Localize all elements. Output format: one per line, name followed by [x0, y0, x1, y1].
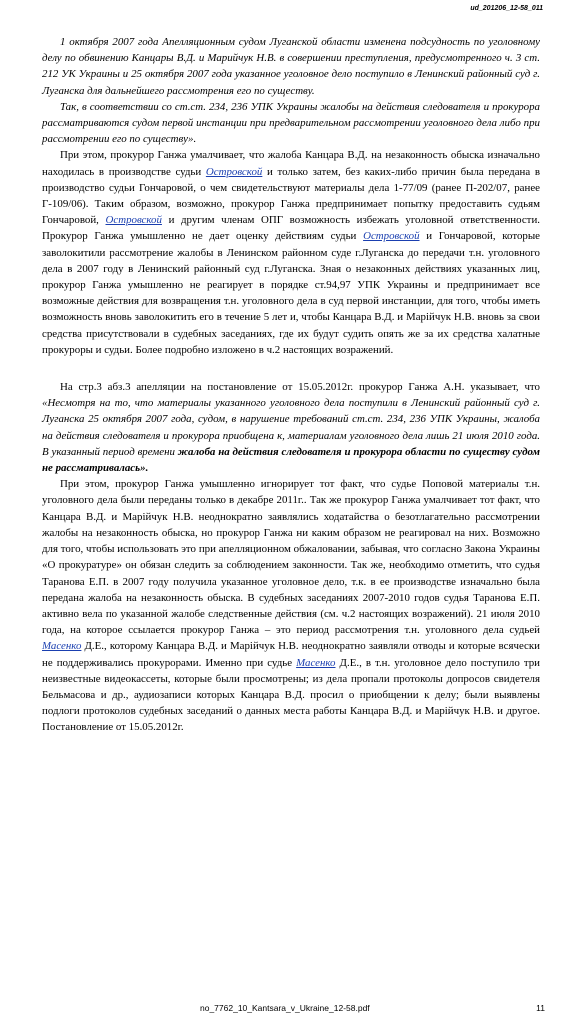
quoted-paragraph-1: 1 октября 2007 года Апелляционным судом Луганской области изменена подсудность по уголовному делу по обвинению Канцары В.Д. и Марийчук Н.В. в совершении преступления, предусмотренного ч. 3 ст. 212 УК Украины и 25 октября 2007 года указанное уголовное дело поступило в Ленинский районный суд г. Луганска для дальнейшего рассмотрения его по существу. — [42, 36, 540, 97]
quoted-paragraph-2: Так, в соответствии со ст.ст. 234, 236 УПК Украины жалобы на действия следователя и прокурора рассматриваются судом первой инстанции при предварительном рассмотрении уголовного дела либо при рассмотрении его по существу». — [42, 100, 540, 146]
page-body — [42, 34, 540, 736]
document-id: ud_201206_12-58_011 — [470, 5, 543, 12]
page-number: 11 — [536, 1003, 545, 1013]
paragraph-spacer — [42, 358, 540, 379]
paragraph-ganzha-silence: При этом, прокурор Ганжа умалчивает, что жалоба Канцара В.Д. на незаконность обыска изначально находилась в производстве судьи Островской и только затем, без каких-либо причин была передана в производство судьи Гончаровой, о чем свидетельствуют материалы дела 1-77/09 (ранее П-202/07, ранее Г-109/06). Таким образом, возможно, прокурор Ганжа предпринимает попытку предоставить судьям Гончаровой, Островской и другим членам ОПГ возможность избежать уголовной ответственности. Прокурор Ганжа умышленно не дает оценку действиям судьи Островской и Гончаровой, которые заволокитили рассмотрение жалобы в Ленинском районном суде г.Луганска до передачи т.н. уголовного дела в 2007 году в Ленинский районный суд г.Луганска. Зная о незаконных действиях указанных лиц, прокурор Ганжа умышленно не реагирует в порядке ст.94,97 УПК Украины и предпринимает все возможные действия для возвращения т.н. уголовного дела в суд первой инстанции, для того, чтобы иметь возможность вновь заволокитить его в течение 5 лет и, чтобы Канцара В.Д. и Марійчук Н.В. вновь за свои средства присутствовали в судебных заседаниях, где их будут судить опять же за их средства халатные прокуроры и судьи. Более подробно изложено в ч.2 настоящих возражений. — [42, 149, 540, 356]
link-masenko-1[interactable]: Масенко — [42, 640, 82, 653]
link-masenko-2[interactable]: Масенко — [296, 656, 336, 669]
link-ostrovskaya-1[interactable]: Островской — [205, 165, 263, 178]
link-ostrovskaya-2[interactable]: Островской — [105, 214, 162, 227]
link-ostrovskaya-3[interactable]: Островской — [363, 230, 420, 243]
paragraph-appeal-page3: На стр.3 абз.3 апелляции на постановление от 15.05.2012г. прокурор Ганжа А.Н. указывает, что «Несмотря на то, что материалы указанного уголовного дела поступили в Ленинский районный суд г. Луганска 25 октября 2007 года, судом, в нарушение требований ст.ст. 234, 236 УПК Украины, жалоба на действия следователя и прокурора приобщена к, материалам уголовного дела лишь 21 июля 2010 года. В указанный период времени жалоба на действия следователя и прокурора области по существу судом не рассматривалась». — [42, 381, 540, 475]
paragraph-ignores-fact: При этом, прокурор Ганжа умышленно игнорирует тот факт, что судье Поповой материалы т.н. уголовного дела были переданы только в декабре 2011г.. Так же прокурор Ганжа умалчивает тот факт, что Канцара В.Д. и Марійчук Н.В. неоднократно заявлялись ходатайства о безотлагательно рассмотрении жалобы на незаконность обыска, но прокурор Ганжа ни каким образом не реагировал на них. Возможно для того, чтобы использовать это при апелляционном обжаловании, забывая, что согласно Закона Украины «О прокуратуре» он обязан следить за соблюдением законности. Так же, необходимо отметить, что судья Таранова Е.П. в 2007 году получила указанное уголовное дело, т.к. в ее производстве изначально была передана жалоба на незаконность обыска. В судебных заседаниях 2007-2010 годов судья Таранова Е.П. активно вела по указанной жалобе следственные действия (см. ч.2 настоящих возражений). 21 июля 2010 года, на которое ссылается прокурор Ганжа – это период рассмотрения т.н. уголовного дела судьей Масенко Д.Е., которому Канцара В.Д. и Марійчук Н.В. неоднократно заявляли отводы и которые всячески не поддерживались прокурорами. Именно при судье Масенко Д.Е., в т.н. уголовное дело поступило три неизвестные видеокассеты, которые были просмотрены; из дела пропали протоколы допросов свидетеля Бельмасова и др., аудиозаписи которых Канцара В.Д. просил о приобщении к делу; были выявлены подлоги протоколов судебных заседаний о данных места работы Канцара В.Д. и Марійчук Н.В. и другое. Постановление от 15.05.2012г. — [42, 478, 540, 734]
footer-filename: no_7762_10_Kantsara_v_Ukraine_12-58.pdf — [200, 1003, 370, 1013]
